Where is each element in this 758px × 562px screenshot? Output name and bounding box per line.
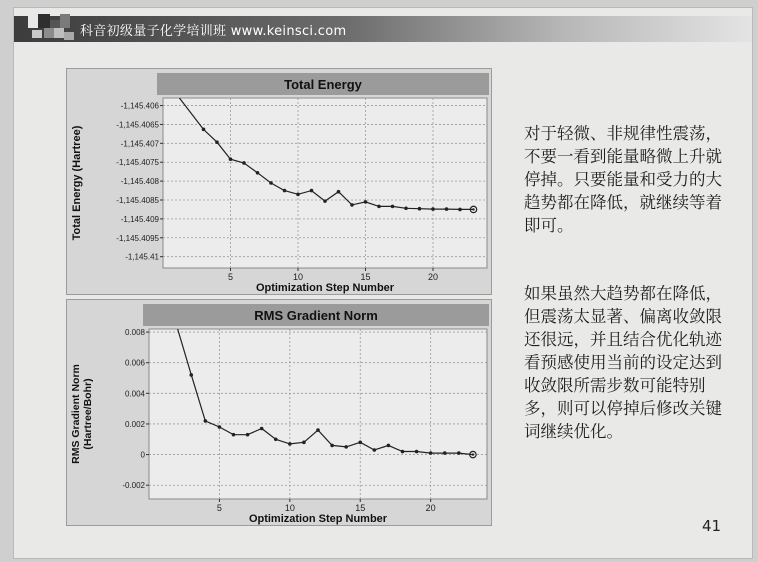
y-tick-label: -1,145.41	[125, 252, 159, 262]
data-point	[418, 207, 422, 211]
data-point	[350, 203, 354, 207]
data-point	[364, 200, 368, 204]
energy-chart-panel	[66, 68, 492, 295]
slide	[14, 8, 752, 558]
data-point	[204, 419, 208, 423]
y-tick-label: -1,145.4095	[116, 233, 159, 243]
data-point	[387, 444, 391, 448]
data-point	[344, 445, 348, 449]
data-point	[377, 205, 381, 209]
explanation-paragraph-2: 如果虽然大趋势都在降低，但震荡太显著、偏离收敛限还很远，并且结合优化轨迹看预感使用当前的设定达到收敛限所需步数可能特别多，则可以停掉后修改关键词继续优化。	[524, 284, 722, 441]
data-point	[391, 205, 395, 209]
data-point	[288, 442, 292, 446]
y-tick-label: -1,145.408	[120, 177, 159, 187]
data-point	[401, 450, 405, 454]
x-tick-label: 5	[227, 272, 234, 282]
data-point	[323, 199, 327, 203]
y-tick-label: -1,145.407	[120, 139, 159, 149]
y-axis-label-line1: RMS Gradient Norm	[70, 364, 82, 464]
data-point	[283, 189, 287, 193]
x-axis-label: Optimization Step Number	[248, 513, 388, 525]
plot-area	[163, 98, 487, 268]
x-axis-label: Optimization Step Number	[255, 282, 395, 294]
data-point	[232, 433, 236, 437]
data-point	[310, 189, 314, 193]
data-point	[260, 427, 264, 431]
data-point	[415, 450, 419, 454]
y-tick-label: -1,145.4085	[116, 196, 159, 205]
y-tick-label: -1,145.406	[120, 101, 159, 111]
data-point	[358, 441, 362, 445]
rms-gradient-chart	[67, 300, 491, 525]
x-tick-label: 5	[216, 503, 222, 513]
final-data-point-center	[472, 208, 474, 210]
data-point	[215, 140, 219, 144]
chart-title: RMS Gradient Norm	[254, 308, 378, 323]
y-tick-label: 0.008	[124, 328, 145, 338]
data-point	[457, 451, 461, 455]
x-tick-label: 10	[292, 272, 304, 282]
y-axis-label: Total Energy (Hartree)	[71, 125, 83, 241]
y-tick-label: 0.004	[124, 389, 145, 399]
final-data-point-center	[472, 453, 474, 455]
data-point	[218, 425, 222, 429]
total-energy-chart	[67, 69, 491, 294]
data-point	[246, 433, 250, 437]
y-tick-label: 0	[140, 450, 145, 460]
y-tick-label: -1,145.4075	[116, 158, 159, 168]
header-decoration	[20, 10, 78, 50]
y-axis-label-line2: (Hartree/Bohr)	[82, 378, 94, 450]
y-tick-label: -1,145.409	[120, 214, 159, 224]
x-tick-label: 15	[360, 272, 371, 282]
explanation-paragraph-1: 对于轻微、非规律性震荡，不要一看到能量略微上升就停掉。只要能量和受力的大趋势都在降低，就继续等着即可。	[524, 124, 722, 235]
y-tick-label: 0.002	[124, 419, 145, 429]
x-tick-label: 20	[427, 272, 439, 282]
y-tick-label: -0.002	[122, 481, 145, 491]
data-point	[229, 157, 233, 161]
data-point	[429, 451, 433, 455]
chart-title: Total Energy	[284, 77, 362, 92]
data-point	[269, 181, 273, 185]
data-point	[443, 451, 447, 455]
data-point	[316, 428, 320, 432]
data-point	[242, 161, 246, 165]
data-point	[189, 373, 193, 377]
data-point	[458, 208, 462, 212]
plot-area	[149, 329, 487, 499]
data-point	[445, 207, 449, 211]
data-point	[330, 444, 334, 448]
data-point	[302, 441, 306, 445]
data-point	[202, 128, 206, 132]
header-title: 科音初级量子化学培训班 www.keinsci.com	[80, 24, 347, 39]
data-point	[296, 193, 300, 197]
x-tick-label: 20	[425, 503, 436, 513]
data-point	[337, 190, 341, 194]
gradient-chart-panel	[66, 299, 492, 526]
data-point	[256, 171, 260, 175]
x-tick-label: 10	[284, 503, 295, 513]
data-point	[274, 437, 278, 441]
y-tick-label: -1,145.4065	[116, 120, 159, 130]
data-point	[404, 207, 408, 211]
page-number: 41	[702, 517, 722, 535]
data-point	[431, 207, 435, 211]
data-point	[373, 448, 377, 452]
x-tick-label: 15	[355, 503, 366, 513]
y-tick-label: 0.006	[124, 358, 145, 368]
